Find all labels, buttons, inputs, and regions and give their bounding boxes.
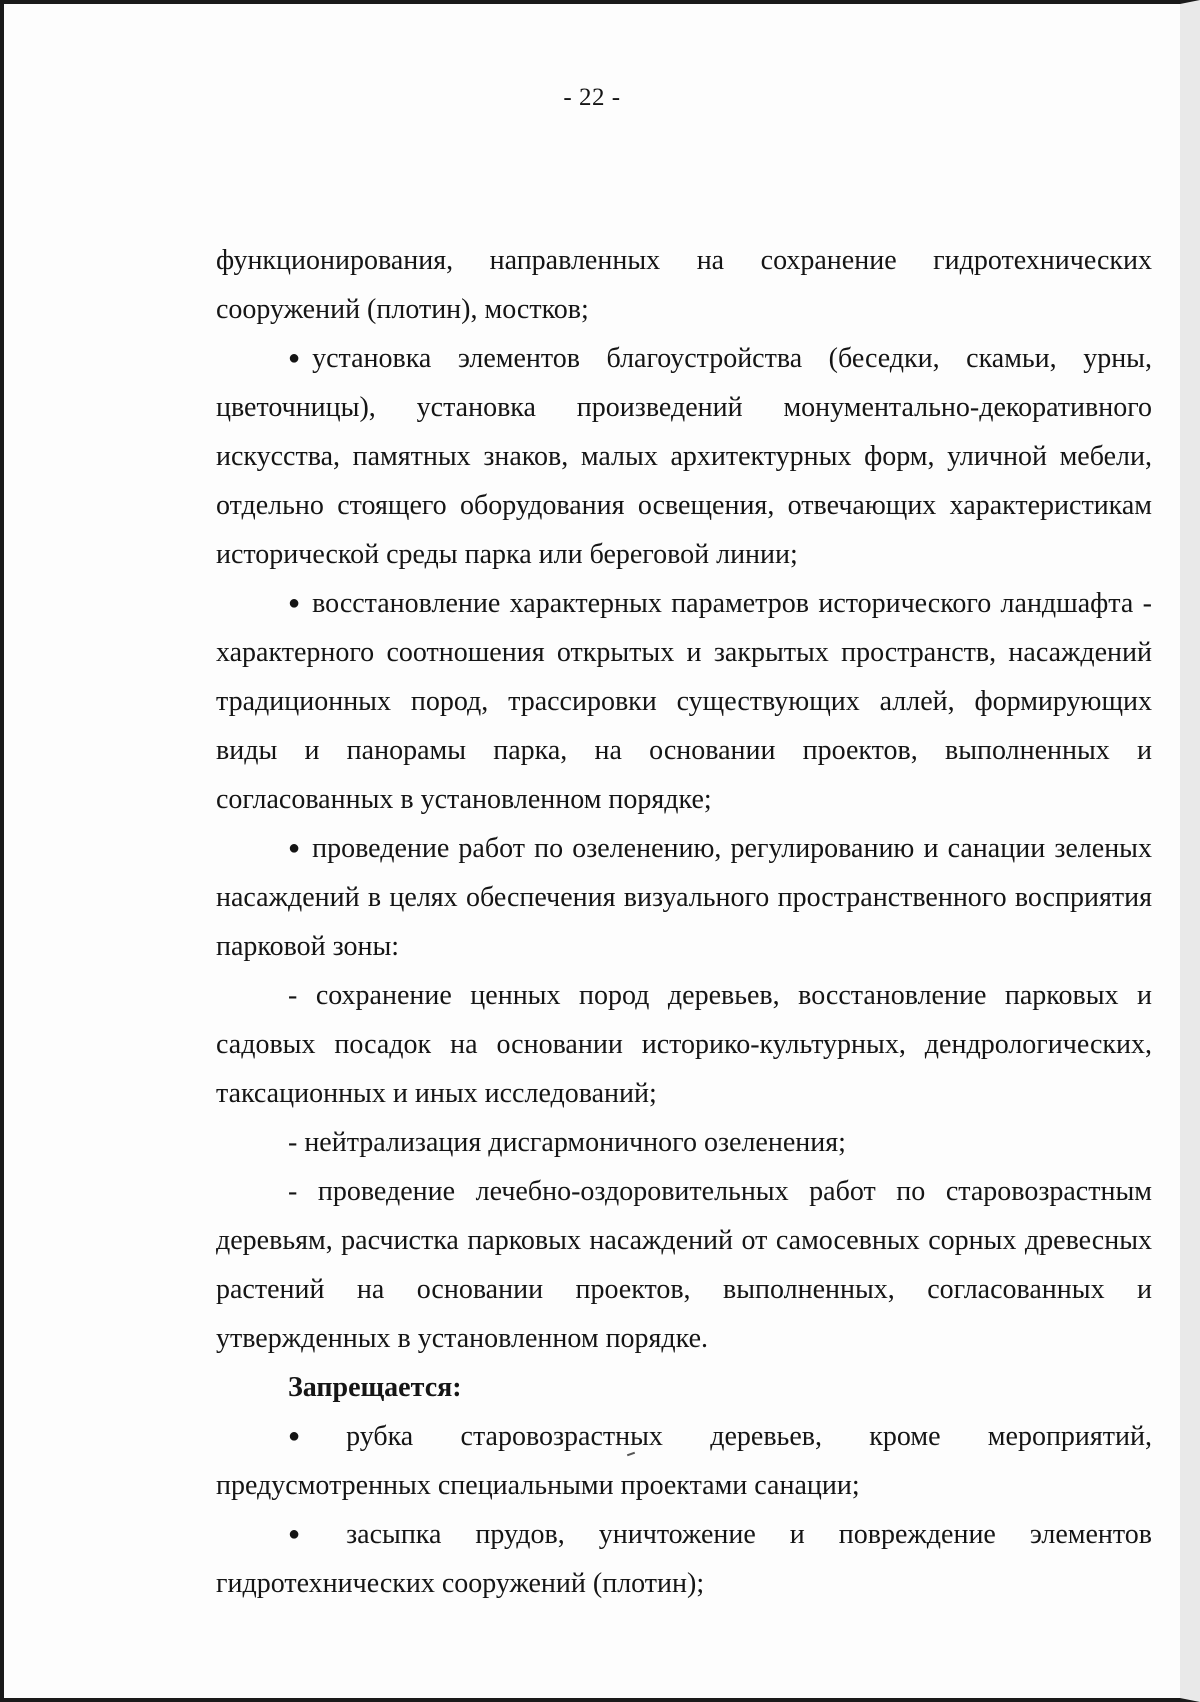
page-number: - 22 - [563,84,621,111]
bullet-item-text: проведение работ по озеленению, регулированию и санации зеленых насаждений в целях обеспечения визуального пространственного восприятия парковой зоны: [216,833,1152,962]
bullet-item-landscaping-elements [216,334,1152,579]
paragraph-continuation: функционирования, направленных на сохранение гидротехнических сооружений (плотин), мостков; [216,245,1152,325]
bullet-icon: ● [288,1425,301,1447]
bullet-icon: ● [288,837,301,859]
section-heading-prohibited: Запрещается: [288,1372,462,1403]
dash-item-valuable-trees: - сохранение ценных пород деревьев, восстановление парковых и садовых посадок на основании историко-культурных, дендрологических, таксационных и иных исследований; [216,980,1152,1109]
bullet-item-tree-felling [216,1412,1152,1510]
dash-item-health-works: - проведение лечебно-оздоровительных работ по старовозрастным деревьям, расчистка парковых насаждений от самосевных сорных древесных растений на основании проектов, выполненных, согласованных и утвержденных в установленном порядке. [216,1176,1152,1354]
bullet-icon: ● [288,347,301,369]
bullet-item-text: рубка старовозрастных деревьев, кроме мероприятий, предусмотренных специальными проектами санации; [216,1421,1152,1501]
document-body [216,236,1152,1608]
bullet-item-greening-works [216,824,1152,971]
bullet-item-ponds [216,1510,1152,1608]
bullet-item-text: восстановление характерных параметров исторического ландшафта - характерного соотношения открытых и закрытых пространств, насаждений традиционных пород, трассировки существующих аллей, формирующих виды и панорамы парка, на основании проектов, выполненных и согласованных в установленном порядке; [216,588,1152,815]
bullet-icon: ● [288,592,301,614]
bullet-icon: ● [288,1523,301,1545]
bullet-item-text: установка элементов благоустройства (беседки, скамьи, урны, цветочницы), установка произведений монументально-декоративного искусства, памятных знаков, малых архитектурных форм, уличной мебели, отдельно стоящего оборудования освещения, отвечающих характеристикам исторической среды парка или береговой линии; [216,343,1152,570]
bullet-item-landscape-restoration [216,579,1152,824]
dash-item-neutralization: - нейтрализация дисгармоничного озеленения; [288,1127,846,1158]
bullet-item-text: засыпка прудов, уничтожение и повреждение элементов гидротехнических сооружений (плотин); [216,1519,1152,1599]
